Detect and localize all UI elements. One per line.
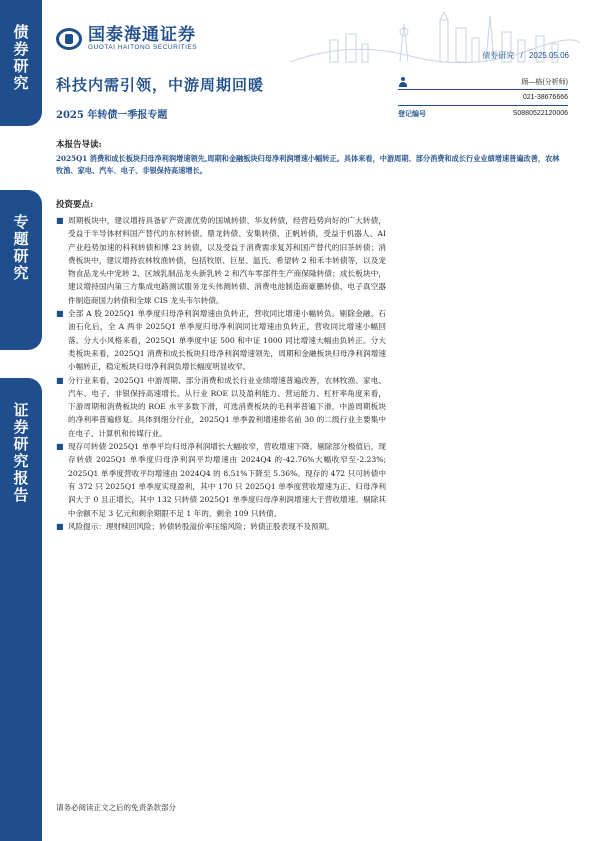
logo-en: GUOTAI HAITONG SECURITIES [88, 44, 198, 51]
list-item-text: 周期板块中，建议增持具备矿产资源优势的国城转债、华友转债，经营趋势向好的广大转债，受益于半导体材料国产替代的东材转债、鼎龙转债、安集转债、正帆转债，受益于机器人、AI 产业趋势加速的科利转债和博 23 转债，以及受益于消费需求复苏和国产替代的旧茶转债；消费板块中，建议增持农林牧渔转债，包括牧原、巨星、温氏、希望转 2 和禾丰转债等，以及宠物食品龙头中宠转 2、区域乳制品龙头新乳转 2 和汽车零部件生产商保隆转债；成长板块中，建议增持国内第三方集成电路测试服务龙头伟测转债、消费电池制造商豪鹏转债、电子真空器件制造商国力转债和全球 CIS 龙头韦尔转债。 [68, 216, 386, 305]
reg-number: S0880522120006 [512, 110, 568, 117]
logo-cn: 国泰海通证券 [88, 25, 196, 45]
list-item-text: 现存可转债 2025Q1 单季平均归母净利润增长大幅收窄，营收增速下降。剔除部分极值后，现存转债 2025Q1 单季度归母净利润平均增速由 2024Q4 的-42.76%大幅收窄至-2.23%; 2025Q1 单季度营收平均增速由 2024Q4 的 8.51%下降至 5.36%。现存的 472 只可转债中有 372 只 2025Q1 单季度实现盈利，其中 170 只 2025Q1 单季度营收增速为正、归母净利润大于 0 且正增长，其中 132 只转债 2025Q1 单季度归母净利润增速大于营收增速。剔除其中余额不足 3 亿元和剩余期限不足 1 年的，剩余 109 只转债。 [68, 442, 386, 518]
sidebar [0, 0, 42, 841]
list-item [56, 374, 386, 440]
page-subtitle: 2025 年转债一季报专题 [56, 110, 168, 121]
key-points-list [56, 214, 386, 533]
analyst-name-row [398, 74, 568, 90]
analyst-info [398, 74, 568, 121]
list-item [56, 307, 386, 373]
intro-summary: 2025Q1 消费和成长板块归母净利润增速领先,周期和金融板块归母净利润增速小幅转正。具体来看，中游周期、部分消费和成长行业业绩增速普遍改善，农林牧渔、家电、汽车、电子、非银保持高速增长。 [56, 154, 560, 175]
bullet-icon: ■ [56, 442, 64, 452]
bullet-icon: ■ [56, 521, 64, 531]
bullet-icon: ■ [56, 309, 64, 319]
page-title: 科技内需引领，中游周期回暖 [56, 76, 265, 94]
person-icon [398, 77, 408, 87]
list-item-text: 分行业来看，2025Q1 中游周期、部分消费和成长行业业绩增速普遍改善，农林牧渔、家电、汽车、电子、非银保持高速增长。从行业 ROE 以及盈利能力、营运能力、杠杆率角度来看，下游周期和消费板块的 ROE 水平多数下滑，可选消费板块的毛利率普遍下滑，中游周期板块的净利率普遍修复。具体到细分行业，2025Q1 单季盈利增速排名前 30 的二级行业主要集中在电子、计算机和传媒行业。 [68, 375, 386, 438]
list-item-text: 全部 A 股 2025Q1 单季度归母净利润增速由负转正，营收同比增速小幅转负。剔除金融、石油石化后，全 A 两非 2025Q1 单季度归母净利润同比增速由负转正，营收同比增速小幅回落。分大小风格来看，2025Q1 单季度中证 500 和中证 1000 同比增速大幅由负转正。分大类板块来看，2025Q1 消费和成长板块归母净利润增速领先，周期和金融板块归母净利润增速小幅转正，稳定板块归母净利润负增长幅度明显收窄。 [68, 309, 386, 372]
analyst-phone: 021-38676666 [522, 94, 568, 101]
company-logo [56, 26, 197, 51]
bullet-icon: ■ [56, 216, 64, 225]
reg-label: 登记编号 [398, 110, 426, 118]
disclaimer-note: 请务必阅读正文之后的免责条款部分 [56, 803, 176, 812]
sidebar-tag-bond-research [0, 0, 42, 126]
risk-warning-text: 风险提示：理财赎回风险；转债转股溢价率压缩风险；转债正股表现不及预期。 [68, 521, 334, 531]
analyst-name: 顾—格(分析师) [521, 78, 568, 86]
sidebar-tag-special-research [0, 190, 42, 350]
analyst-reg-row [398, 106, 568, 121]
report-date: 2025.05.06 [528, 51, 569, 60]
sidebar-tag-label: 债券研究 [11, 24, 30, 92]
analyst-phone-row [398, 90, 568, 106]
report-category: 债券研究 [482, 51, 515, 60]
intro-heading: 本报告导读: [56, 140, 102, 150]
key-points-heading: 投资要点: [56, 200, 94, 210]
list-item [56, 440, 386, 520]
sidebar-tag-securities-report [0, 378, 42, 841]
header-meta [478, 50, 569, 61]
list-item-risk [56, 520, 386, 533]
meta-separator: / [520, 51, 523, 60]
sidebar-tag-label: 证券研究报告 [11, 402, 30, 504]
list-item [56, 214, 386, 307]
logo-emblem-icon [56, 28, 82, 50]
sidebar-tag-label: 专题研究 [11, 214, 30, 282]
bullet-icon: ■ [56, 375, 64, 385]
